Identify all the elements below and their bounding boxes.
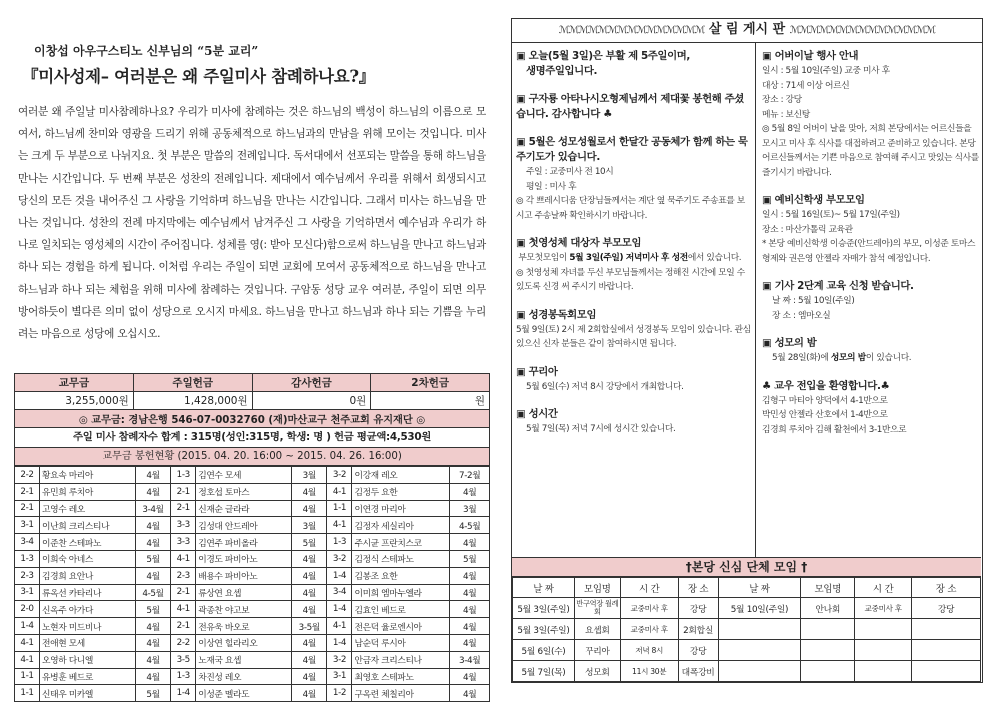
article-title: 『미사성제– 여러분은 왜 주일미사 참례하나요?』 xyxy=(22,67,375,86)
service-block: 1-1 xyxy=(15,668,40,685)
service-month: 7-2월 xyxy=(450,467,490,484)
service-block: 2-1 xyxy=(171,483,196,500)
service-row xyxy=(15,534,490,551)
service-name: 곽종찬 야고보 xyxy=(196,601,292,618)
meetings-header: 장 소 xyxy=(678,578,718,598)
service-row xyxy=(15,685,490,702)
service-block: 2-2 xyxy=(15,467,40,484)
meeting-place: 강당 xyxy=(678,640,718,661)
bank-account: ◎ 교무금: 경남은행 546-07-0032760 (재)마산교구 천주교회 유지재단 ◎ xyxy=(15,410,490,428)
parents-day-menu: 메뉴 : 보신탕 xyxy=(762,109,810,120)
meeting-place: 대폭강비 xyxy=(678,661,718,682)
service-block: 1-1 xyxy=(15,685,40,702)
service-month: 4월 xyxy=(450,483,490,500)
service-block: 1-4 xyxy=(171,685,196,702)
ornament-left: ℳℳℳℳℳℳℳℳℳℳℳℳℳℳℳ xyxy=(558,25,705,36)
meeting-date xyxy=(718,640,801,661)
service-block: 3-2 xyxy=(327,550,352,567)
offering-value: 0원 xyxy=(252,392,371,410)
service-month: 4월 xyxy=(450,685,490,702)
service-block: 2-1 xyxy=(15,500,40,517)
service-month: 4월 xyxy=(292,668,327,685)
service-block: 2-3 xyxy=(15,567,40,584)
meeting-place: 2회합실 xyxy=(678,619,718,640)
education-place: 장 소 : 엠마오실 xyxy=(772,310,831,321)
service-month: 4월 xyxy=(135,651,170,668)
offering-value: 1,428,000원 xyxy=(133,392,252,410)
offering-header-row xyxy=(15,374,490,392)
service-row xyxy=(15,584,490,601)
meeting-time xyxy=(855,661,912,682)
service-block: 1-4 xyxy=(327,601,352,618)
meeting-time xyxy=(855,619,912,640)
service-name: 이성준 멜라도 xyxy=(196,685,292,702)
communion-text xyxy=(516,251,751,266)
service-month: 5월 xyxy=(135,601,170,618)
meetings-header-row xyxy=(513,578,981,598)
service-name: 류옥선 카타리나 xyxy=(40,584,136,601)
offering-table xyxy=(14,373,490,428)
service-month: 3월 xyxy=(292,517,327,534)
service-month: 4월 xyxy=(450,668,490,685)
service-row xyxy=(15,634,490,651)
offering-values-row xyxy=(15,392,490,410)
service-row xyxy=(15,668,490,685)
service-name: 주시균 프란치스코 xyxy=(352,534,450,551)
service-month: 4월 xyxy=(135,668,170,685)
ornament-right: ℳℳℳℳℳℳℳℳℳℳℳℳℳℳℳ xyxy=(789,25,936,36)
meetings-header: 모임명 xyxy=(574,578,620,598)
meeting-date: 5월 10일(주일) xyxy=(718,598,801,619)
service-month: 3-4월 xyxy=(135,500,170,517)
service-block: 2-1 xyxy=(15,483,40,500)
flower-notice: ▣ 구자룡 아타나시오형제님께서 제대꽃 봉헌해 주셨습니다. 감사합니다 ♣ xyxy=(516,93,744,120)
service-block: 3-3 xyxy=(171,534,196,551)
meeting-place xyxy=(912,619,981,640)
service-row xyxy=(15,500,490,517)
meetings-header: 날 짜 xyxy=(513,578,575,598)
service-row xyxy=(15,567,490,584)
service-name: 김정두 요한 xyxy=(352,483,450,500)
service-table xyxy=(14,466,490,702)
meeting-place: 강당 xyxy=(678,598,718,619)
meetings-header: 날 짜 xyxy=(718,578,801,598)
service-block: 3-1 xyxy=(15,584,40,601)
service-month: 4월 xyxy=(450,534,490,551)
service-month: 3월 xyxy=(292,467,327,484)
bible-reading-text: 5월 9일(토) 2시 제 2회합실에서 성경봉독 모임이 있습니다. 관심 있으신 신자 분들은 같이 참여하시면 됩니다. xyxy=(516,324,751,349)
holy-hour-text: 5월 7일(목) 저녁 7시에 성시간 있습니다. xyxy=(526,424,676,434)
service-name: 김경희 요안나 xyxy=(40,567,136,584)
service-table-header: 교무금 봉헌현황 (2015. 04. 20. 16:00 ~ 2015. 04. 26. 16:00) xyxy=(14,448,490,466)
service-name: 이준찬 스테파노 xyxy=(40,534,136,551)
service-month: 4-5월 xyxy=(135,584,170,601)
service-name: 이연경 마리아 xyxy=(352,500,450,517)
service-month: 4월 xyxy=(292,500,327,517)
service-name: 김효인 베드로 xyxy=(352,601,450,618)
service-block: 3-5 xyxy=(171,651,196,668)
service-row xyxy=(15,517,490,534)
meeting-date xyxy=(718,661,801,682)
service-row xyxy=(15,483,490,500)
service-name: 이미희 엠마누엘라 xyxy=(352,584,450,601)
communion-text-end: 에서 있습니다. xyxy=(687,253,742,263)
service-month: 3-4월 xyxy=(450,651,490,668)
service-block: 4-1 xyxy=(171,550,196,567)
meeting-date: 5월 3일(주일) xyxy=(513,598,575,619)
service-month: 4월 xyxy=(450,584,490,601)
service-name: 남순덕 루시아 xyxy=(352,634,450,651)
service-month: 4월 xyxy=(292,483,327,500)
bible-reading-title: ▣ 성경봉독회모임 xyxy=(516,308,597,321)
service-block: 4-1 xyxy=(15,634,40,651)
service-month: 4월 xyxy=(292,567,327,584)
service-row xyxy=(15,601,490,618)
service-block: 1-4 xyxy=(327,634,352,651)
service-name: 정호섭 토마스 xyxy=(196,483,292,500)
meeting-row xyxy=(513,619,981,640)
meeting-time xyxy=(855,640,912,661)
service-month: 3월 xyxy=(450,500,490,517)
service-name: 김연수 모세 xyxy=(196,467,292,484)
meeting-group: 안나회 xyxy=(801,598,855,619)
service-month: 4월 xyxy=(292,685,327,702)
meeting-group: 성모회 xyxy=(574,661,620,682)
meeting-date xyxy=(718,619,801,640)
curia-title: ▣ 꾸리아 xyxy=(516,365,558,378)
service-name: 노재국 요셉 xyxy=(196,651,292,668)
bulletin-header xyxy=(512,19,982,43)
service-month: 4월 xyxy=(292,601,327,618)
service-block: 1-4 xyxy=(327,567,352,584)
service-name: 김성대 안드레아 xyxy=(196,517,292,534)
easter-notice-title-2: 생명주일입니다. xyxy=(526,65,598,77)
service-month: 5월 xyxy=(135,685,170,702)
service-block: 1-1 xyxy=(327,500,352,517)
service-name: 유병훈 베드로 xyxy=(40,668,136,685)
service-name: 김연주 파비올라 xyxy=(196,534,292,551)
offering-value: 3,255,000원 xyxy=(15,392,134,410)
service-month: 4월 xyxy=(450,634,490,651)
service-month: 4월 xyxy=(135,634,170,651)
service-month: 4월 xyxy=(292,550,327,567)
parents-day-date: 일시 : 5월 10일(주일) 교중 미사 후 xyxy=(762,66,890,76)
meeting-date: 5월 7일(목) xyxy=(513,661,575,682)
service-name: 안금자 크리스티나 xyxy=(352,651,450,668)
meeting-group xyxy=(801,619,855,640)
meeting-date: 5월 6일(수) xyxy=(513,640,575,661)
service-block: 4-1 xyxy=(327,618,352,635)
service-name: 이경도 파비아노 xyxy=(196,550,292,567)
welcome-title: ♣ 교우 전입을 환영합니다.♣ xyxy=(762,379,890,392)
service-name: 김정자 세실리아 xyxy=(352,517,450,534)
service-name: 신옥주 아가다 xyxy=(40,601,136,618)
service-month: 4월 xyxy=(135,467,170,484)
service-month: 3-5월 xyxy=(292,618,327,635)
communion-note: ◎ 첫영성체 자녀를 두신 부모님들께서는 정해진 시간에 모일 수 있도록 신경 써 주시기 바랍니다. xyxy=(516,267,745,292)
notice-column-right xyxy=(756,43,984,557)
service-month: 4월 xyxy=(450,618,490,635)
meetings-header: 시 간 xyxy=(855,578,912,598)
service-name: 전애현 모세 xyxy=(40,634,136,651)
article-body: 여러분 왜 주일날 미사참례하나요? 우리가 미사에 참례하는 것은 하느님의 백성이 하느님의 이름으로 모여서, 하느님께 찬미와 영광을 드리기 위해 공동체적으로 하느님과의 만남을 위해 모이는 것입니다. 미사는 크게 두 부분으로 나뉘지요. 첫 부분은 말씀의 전례입니다. 독서대에서 선포되는 말씀을 통해 하느님을 만나는 시간입니다. 두 번째 부분은 성찬의 전례입니다. 제대에서 예수님께서 우리를 위해서 희생되시고 당신의 모든 것을 내어주신 그 사랑을 기억하며 하느님을 만나는 시간입니다. 그래서 미사는 하느님을 만나는 것입니다. 성찬의 전례 마지막에는 예수님께서 남겨주신 그 사랑을 기억하면서 예수님과 우리가 하나로 일치되는 영성체의 시간이 주어집니다. 성체를 영(: 받아 모신다)함으로써 하느님을 만나고 하느님과 하나 되는 경험을 하게 됩니다. 이처럼 우리는 주일이 되면 교회에 모여서 공동체적으로 하느님을 만나고 하느님과 하나 되는 체험을 위해 미사에 참례하는 것입니다. 구암동 성당 교우 여러분, 주일이 되면 의무 방어하듯이 별다른 의미 없이 성당으로 오시지 마세요. 하느님을 만나고 하느님과 하나 되는 기쁨을 누리려는 마음으로 성당에 오십시오. xyxy=(18,106,486,341)
meeting-group: 요셉회 xyxy=(574,619,620,640)
service-block: 1-3 xyxy=(15,550,40,567)
service-block: 1-3 xyxy=(171,668,196,685)
offering-header: 감사헌금 xyxy=(252,374,371,392)
service-month: 4월 xyxy=(135,534,170,551)
service-block: 3-1 xyxy=(15,517,40,534)
bulletin-title: 살 림 게시 판 xyxy=(708,22,786,37)
meeting-row xyxy=(513,598,981,619)
meeting-place: 강당 xyxy=(912,598,981,619)
service-name: 이상연 힐라리오 xyxy=(196,634,292,651)
communion-time: 5월 3일(주일) 저녁미사 후 성전 xyxy=(569,253,688,263)
service-month: 4월 xyxy=(292,651,327,668)
service-block: 3-4 xyxy=(15,534,40,551)
meetings-header: 모임명 xyxy=(801,578,855,598)
service-name: 전유욱 바오로 xyxy=(196,618,292,635)
parents-day-note: ◎ 5월 8일 어버이 날을 맞아, 저희 본당에서는 어르신들을 모시고 미사 후 식사를 대접하려고 준비하고 있습니다. 본당 어르신들께서는 기쁜 마음으로 참여해 주시고 맛있는 식사를 즐기시기 바랍니다. xyxy=(762,124,979,178)
service-block: 4-1 xyxy=(327,517,352,534)
service-month: 5월 xyxy=(450,550,490,567)
offering-header: 주일헌금 xyxy=(133,374,252,392)
easter-notice-title: ▣ 오늘(5월 3일)은 부활 제 5주일이며, xyxy=(516,50,690,62)
rosary-sunday: 주일 : 교중미사 전 10시 xyxy=(526,167,614,177)
education-title: ▣ 기사 2단계 교육 신청 받습니다. xyxy=(762,280,914,292)
offering-header: 2차헌금 xyxy=(371,374,490,392)
service-month: 4월 xyxy=(292,584,327,601)
meetings-table xyxy=(512,577,981,682)
service-block: 2-2 xyxy=(171,634,196,651)
meeting-place xyxy=(912,661,981,682)
service-name: 고영수 레오 xyxy=(40,500,136,517)
seminarian-place: 장소 : 마산가톨릭 교육관 xyxy=(762,224,853,235)
marian-night-event: 성모의 밤 xyxy=(830,353,866,363)
service-block: 3-2 xyxy=(327,651,352,668)
service-block: 3-2 xyxy=(327,467,352,484)
meeting-row xyxy=(513,640,981,661)
offering-value: 원 xyxy=(371,392,490,410)
seminarian-note: * 본당 예비신학생 이승준(안드레아)의 부모, 이성준 토마스 형제와 권은영 안젤라 자매가 참석 예정입니다. xyxy=(762,239,976,264)
service-name: 신재순 글라라 xyxy=(196,500,292,517)
meeting-group xyxy=(801,661,855,682)
service-name: 류상연 요셉 xyxy=(196,584,292,601)
service-month: 4월 xyxy=(135,483,170,500)
service-block: 1-4 xyxy=(15,618,40,635)
meeting-date: 5월 3일(주일) xyxy=(513,619,575,640)
rosary-weekday: 평일 : 미사 후 xyxy=(526,181,577,192)
service-month: 4월 xyxy=(135,517,170,534)
service-name: 전은덕 율로엔시아 xyxy=(352,618,450,635)
service-name: 황요속 마리아 xyxy=(40,467,136,484)
parents-day-place: 장소 : 강당 xyxy=(762,95,802,105)
meetings-title: †본당 신심 단체 모임 † xyxy=(512,557,981,577)
service-name: 차진성 레오 xyxy=(196,668,292,685)
service-name: 오영하 다니엘 xyxy=(40,651,136,668)
service-row xyxy=(15,467,490,484)
service-row xyxy=(15,550,490,567)
service-name: 김봉조 요한 xyxy=(352,567,450,584)
service-name: 배용수 파비아노 xyxy=(196,567,292,584)
rosary-note: ◎ 각 쁘레시디움 단장님들께서는 계단 옆 묵주기도 주송표를 보시고 주송날짜 확인하시기 바랍니다. xyxy=(516,196,745,221)
service-name: 최영호 스테파노 xyxy=(352,668,450,685)
offering-header: 교무금 xyxy=(15,374,134,392)
meeting-group: 반구역장 월례회 xyxy=(574,598,620,619)
meeting-time: 저녁 8시 xyxy=(620,640,678,661)
meeting-time: 교중미사 후 xyxy=(855,598,912,619)
service-block: 1-3 xyxy=(171,467,196,484)
meeting-time: 11시 30분 xyxy=(620,661,678,682)
service-block: 2-1 xyxy=(171,500,196,517)
communion-title: ▣ 첫영성체 대상자 부모모임 xyxy=(516,237,642,249)
marian-night-title: ▣ 성모의 밤 xyxy=(762,337,817,349)
service-name: 신태우 미카엘 xyxy=(40,685,136,702)
service-block: 2-1 xyxy=(171,618,196,635)
meeting-time: 교중미사 후 xyxy=(620,598,678,619)
left-page xyxy=(14,18,490,700)
service-month: 4월 xyxy=(292,634,327,651)
service-block: 1-3 xyxy=(327,534,352,551)
welcome-item: 박민성 안젤라 산호에서 1-4반으로 xyxy=(762,410,888,420)
right-page xyxy=(511,18,983,683)
meeting-group xyxy=(801,640,855,661)
meetings-section xyxy=(512,557,981,682)
service-name: 유민희 루치아 xyxy=(40,483,136,500)
service-row xyxy=(15,651,490,668)
service-block: 4-1 xyxy=(327,483,352,500)
service-row xyxy=(15,618,490,635)
service-month: 5월 xyxy=(135,550,170,567)
rosary-notice-title: ▣ 5월은 성모성월로서 한달간 공동체가 함께 하는 묵주기도가 있습니다. xyxy=(516,136,748,163)
attendance-summary: 주일 미사 참례자수 합계 : 315명(성인:315명, 학생: 명 ) 헌금 평균액:4,530원 xyxy=(14,428,490,448)
service-month: 4월 xyxy=(135,567,170,584)
service-month: 4월 xyxy=(450,567,490,584)
service-block: 4-1 xyxy=(171,601,196,618)
service-block: 2-1 xyxy=(171,584,196,601)
meeting-time: 교중미사 후 xyxy=(620,619,678,640)
service-block: 3-4 xyxy=(327,584,352,601)
welcome-item: 김경희 루치아 김해 활천에서 3-1반으로 xyxy=(762,424,907,435)
marian-night-text xyxy=(762,351,980,366)
parents-day-target: 대상 : 71세 이상 어르신 xyxy=(762,80,850,91)
communion-text-start: 부모첫모임이 xyxy=(518,253,570,263)
service-block: 3-3 xyxy=(171,517,196,534)
parents-day-title: ▣ 어버이날 행사 안내 xyxy=(762,50,859,62)
service-block: 2-3 xyxy=(171,567,196,584)
holy-hour-title: ▣ 성시간 xyxy=(516,408,558,420)
service-month: 4-5월 xyxy=(450,517,490,534)
notice-column-left xyxy=(512,43,756,557)
marian-night-date: 5월 28일(화)에 xyxy=(772,353,831,363)
seminarian-date: 일시 : 5월 16일(토)~ 5월 17일(주일) xyxy=(762,210,900,220)
service-month: 4월 xyxy=(135,618,170,635)
service-block: 4-1 xyxy=(15,651,40,668)
seminarian-title: ▣ 예비신학생 부모모임 xyxy=(762,194,865,206)
marian-night-end: 이 있습니다. xyxy=(865,353,912,363)
service-month: 4월 xyxy=(450,601,490,618)
education-date: 날 짜 : 5월 10일(주일) xyxy=(772,296,855,306)
meetings-header: 시 간 xyxy=(620,578,678,598)
meeting-place xyxy=(912,640,981,661)
meeting-group: 꾸리아 xyxy=(574,640,620,661)
curia-text: 5월 6일(수) 저녁 8시 강당에서 개최합니다. xyxy=(526,381,684,392)
welcome-item: 김형구 마티아 양덕에서 4-1반으로 xyxy=(762,395,888,406)
service-block: 3-1 xyxy=(327,668,352,685)
notice-columns xyxy=(512,43,982,557)
meetings-header: 장 소 xyxy=(912,578,981,598)
service-block: 2-0 xyxy=(15,601,40,618)
article-author-line: 이창섭 아우구스티노 신부님의 “5분 교리” xyxy=(34,44,259,58)
service-month: 5월 xyxy=(292,534,327,551)
account-row xyxy=(15,410,490,428)
service-name: 이난희 크리스티나 xyxy=(40,517,136,534)
service-name: 김정식 스테파노 xyxy=(352,550,450,567)
service-block: 1-2 xyxy=(327,685,352,702)
service-name: 노현자 미드비나 xyxy=(40,618,136,635)
finance-section xyxy=(14,373,490,702)
meeting-row xyxy=(513,661,981,682)
service-name: 구옥련 체칠리아 xyxy=(352,685,450,702)
service-name: 이희숙 아네스 xyxy=(40,550,136,567)
service-name: 이강재 레오 xyxy=(352,467,450,484)
